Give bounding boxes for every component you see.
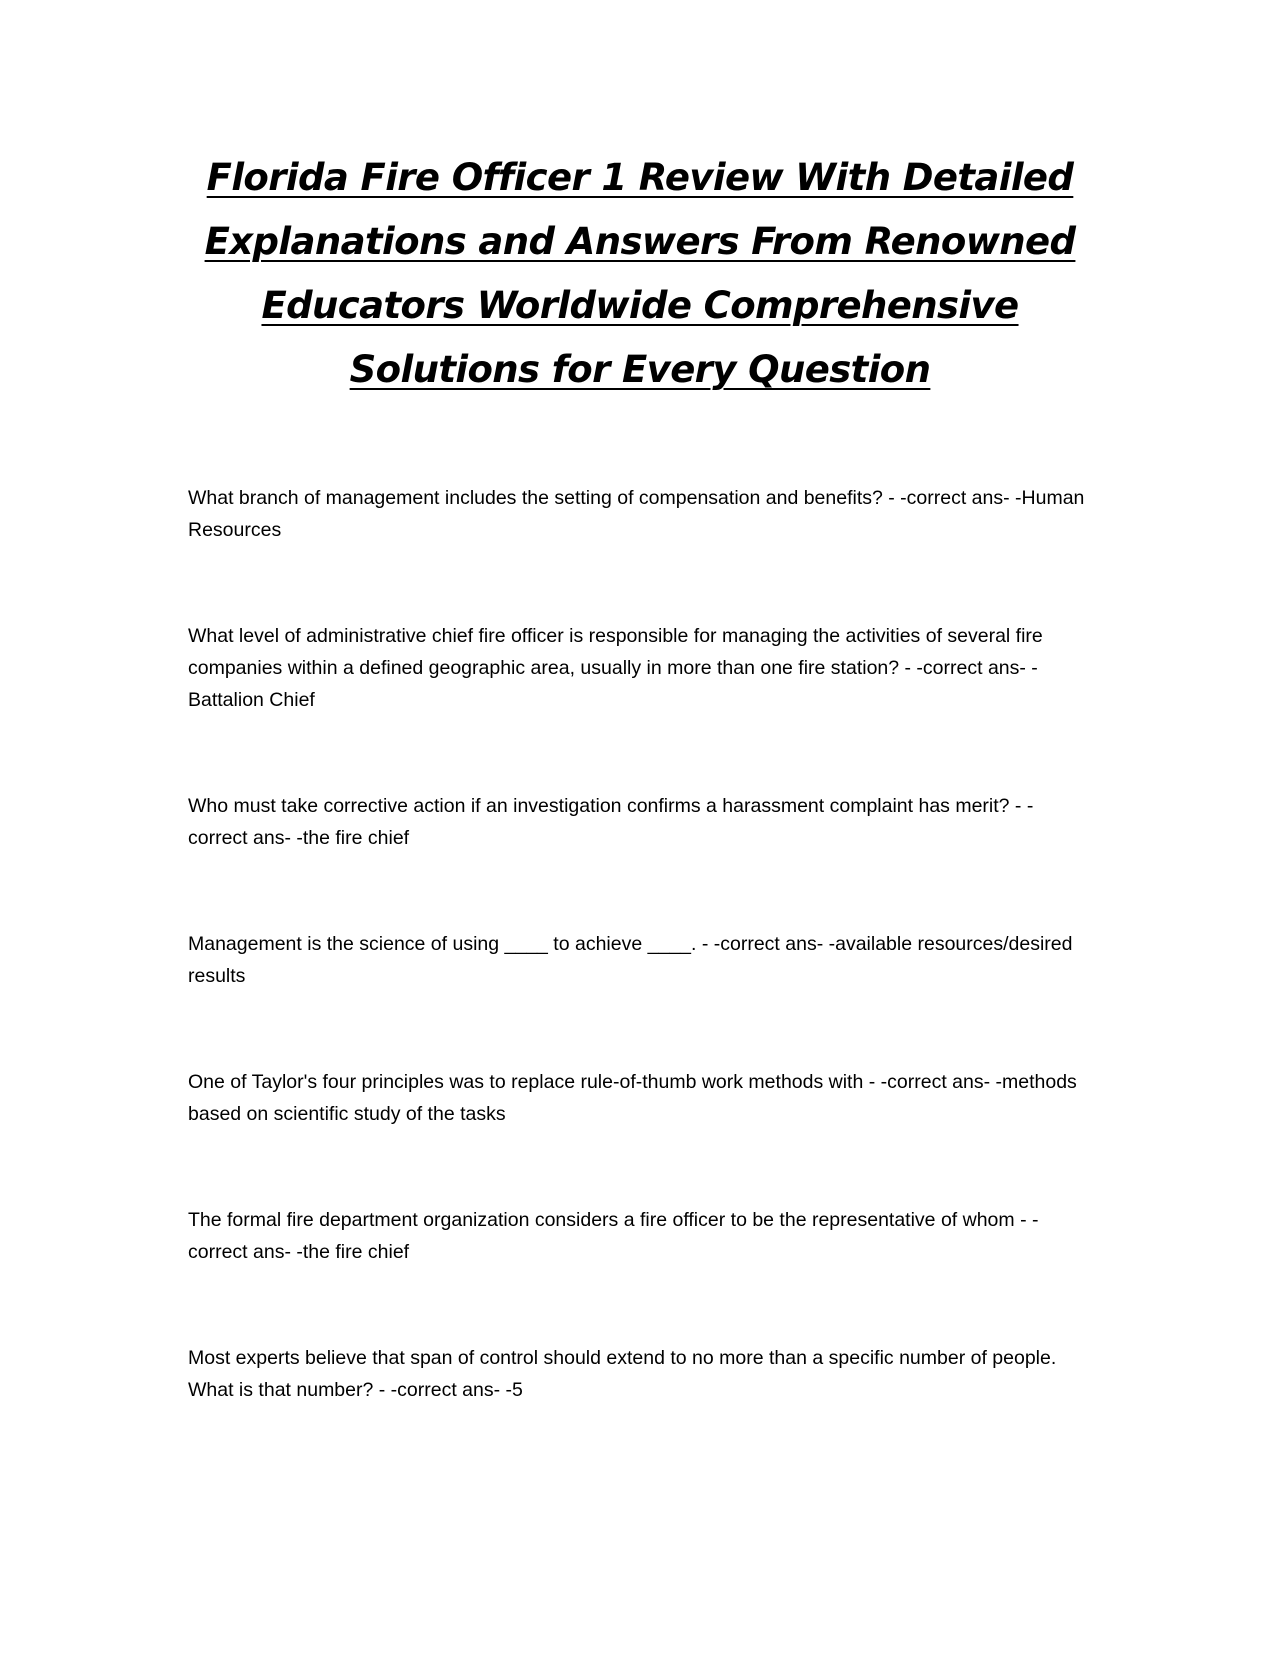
question-answer-item: One of Taylor's four principles was to replace rule-of-thumb work methods with - -correct ans- -methods based on scientific study of the tasks: [188, 1071, 1077, 1125]
question-answer-item: Most experts believe that span of control should extend to no more than a specific number of people. What is that number? - -correct ans- -5: [188, 1347, 1057, 1401]
question-answer-item: What branch of management includes the setting of compensation and benefits? - -correct ans- -Human Resources: [188, 487, 1085, 541]
question-answer-list: [188, 482, 1088, 1406]
question-answer-item: The formal fire department organization considers a fire officer to be the representative of whom - -correct ans- -the fire chief: [188, 1209, 1039, 1263]
document-title: Florida Fire Officer 1 Review With Detailed Explanations and Answers From Renowned Educators Worldwide Comprehensive Solutions for Every Question: [204, 156, 1076, 391]
question-answer-item: What level of administrative chief fire officer is responsible for managing the activities of several fire companies within a defined geographic area, usually in more than one fire station? - -correct ans- -Battalion Chief: [188, 625, 1043, 711]
question-answer-item: Who must take corrective action if an investigation confirms a harassment complaint has merit? - -correct ans- -the fire chief: [188, 795, 1034, 849]
question-answer-item: Management is the science of using ____ to achieve ____. - -correct ans- -available resources/desired results: [188, 933, 1073, 987]
